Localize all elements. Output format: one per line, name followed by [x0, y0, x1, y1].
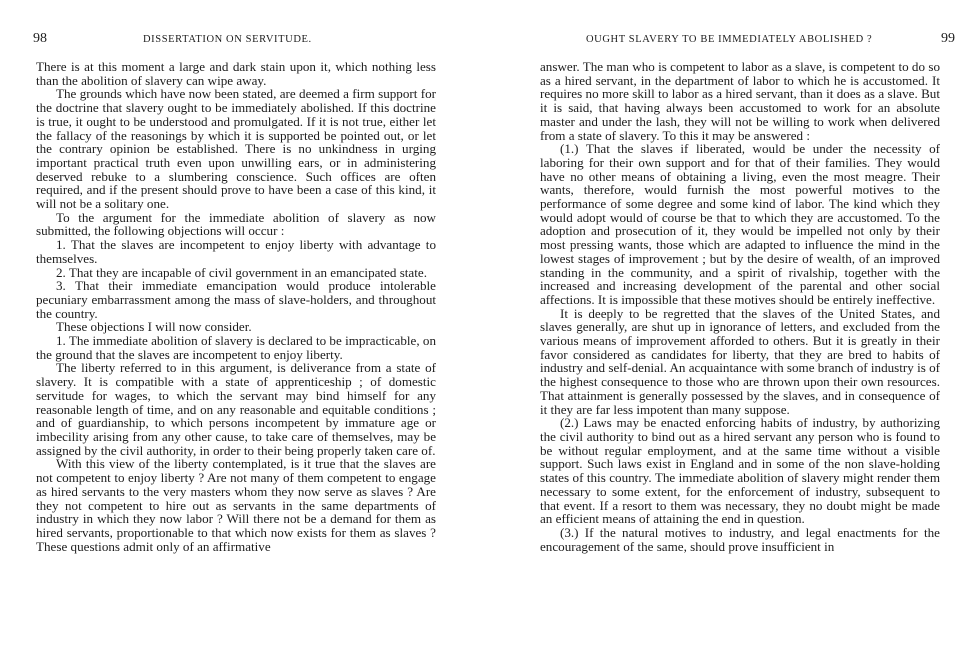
right-page-header — [540, 31, 955, 52]
paragraph: The liberty referred to in this argument, is deliverance from a state of slavery. It is compatible with a state of apprenticeship ; of domestic servitude for wages, to which the servant may bind himself for any reasonable length of time, and on any reasonable and equitable conditions ; and of guardianship, to which persons incompetent by immature age or imbecility arising from any other cause, to take care of themselves, may be assigned by the civil authority, in order to their being properly taken care of. — [36, 360, 436, 458]
page-number: 98 — [33, 31, 47, 46]
running-head: OUGHT SLAVERY TO BE IMMEDIATELY ABOLISHED ? — [586, 34, 873, 45]
paragraph: 1. That the slaves are incompetent to enjoy liberty with advantage to themselves. — [36, 237, 436, 266]
paragraph: 3. That their immediate emancipation would produce intolerable pecuniary embarrassment among the mass of slave-holders, and throughout the country. — [36, 278, 436, 321]
paragraph: (3.) If the natural motives to industry, and legal enactments for the encouragement of the same, should prove insufficient in — [540, 524, 940, 554]
paragraph: 1. The immediate abolition of slavery is declared to be impracticable, on the ground that the slaves are incompetent to enjoy liberty. — [36, 333, 436, 362]
paragraph: To the argument for the immediate abolition of slavery as now submitted, the following objections will occur : — [36, 209, 436, 239]
running-head: DISSERTATION ON SERVITUDE. — [143, 34, 312, 45]
right-page-text — [540, 60, 940, 553]
paragraph: (1.) That the slaves if liberated, would be under the necessity of laboring for their own support and for that of their families. They would have no other means of obtaining a living, even the most meagre. Their wants, therefore, would furnish the most powerful motives to the performance of some degree and some kind of labor. The kind which they would adopt would of course be that to which they are accustomed. To the adoption and prosecution of it, they would be impelled not only by their most pressing wants, those which are adapted to influence the mind in the lowest stages of improvement ; but by the desire of wealth, of an improved standing in the community, and a spirit of rivalship, together with the increased and increasing development of the parental and other social affections. It is impossible that these motives should be entirely ineffective. — [540, 141, 940, 307]
right-page — [540, 31, 955, 554]
paragraph: 2. That they are incapable of civil government in an emancipated state. — [56, 264, 427, 280]
left-page-header — [33, 31, 436, 52]
paragraph: The grounds which have now been stated, are deemed a firm support for the doctrine that slavery ought to be immediately abolished. If this doctrine is true, it ought to be understood and promulgated. If it is not true, either let the fallacy of the reasonings by which it is supported be pointed out, or let the contrary opinion be established. There is no unkindness in urging important practical truth even upon unwilling ears, or in administering deserved rebuke to a slumbering conscience. Such offices are often required, and if the present should prove to have been a case of this kind, it will not be a solitary one. — [36, 86, 436, 212]
paragraph: There is at this moment a large and dark stain upon it, which nothing less than the abolition of slavery can wipe away. — [36, 59, 436, 88]
paragraph: It is deeply to be regretted that the slaves of the United States, and slaves generally, are shut up in ignorance of letters, and excluded from the various means of improvement afforded to others. But it is greatly in their favor considered as candidates for liberty, that they are bred to habits of industry and self-denial. An acquaintance with some branch of industry is of the highest consequence to those who are thrown upon their own resources. That attainment is generally possessed by the slaves, and in consequence of it they are far less impotent than many suppose. — [540, 305, 940, 417]
paragraph: answer. The man who is competent to labor as a slave, is competent to do so as a hired servant, in the department of labor to which he is accustomed. It requires no more skill to labor as a hired servant, than it does as a slave. But it is said, that having always been accustomed to work for an absolute master and under the lash, they will not be willing to work when delivered from a state of slavery. To this it may be answered : — [540, 59, 940, 143]
paragraph: (2.) Laws may be enacted enforcing habits of industry, by authorizing the civil authority to bind out as a hired servant any person who is found to be without regular employment, and at the same time without a visible support. Such laws exist in England and in some of the non slave-holding states of this country. The immediate abolition of slavery might render them necessary to some extent, for the enforcement of industry, subsequent to that event. If a resort to them was necessary, they no doubt might be made an efficient means of attaining the end in question. — [540, 415, 940, 527]
left-page — [33, 31, 436, 554]
page-number: 99 — [941, 31, 955, 46]
paragraph: These objections I will now consider. — [56, 319, 252, 335]
paragraph: With this view of the liberty contemplated, is it true that the slaves are not competent to enjoy liberty ? Are not many of them competent to engage as hired servants to the very masters whom they now serve as slaves ? Are they not competent to hire out as servants in the same departments of industry in which they now labor ? Will there not be a demand for them as hired servants, proportionable to that which now exists for them as slaves ? These questions admit only of an affirmative — [36, 456, 436, 554]
left-page-text — [36, 60, 436, 553]
